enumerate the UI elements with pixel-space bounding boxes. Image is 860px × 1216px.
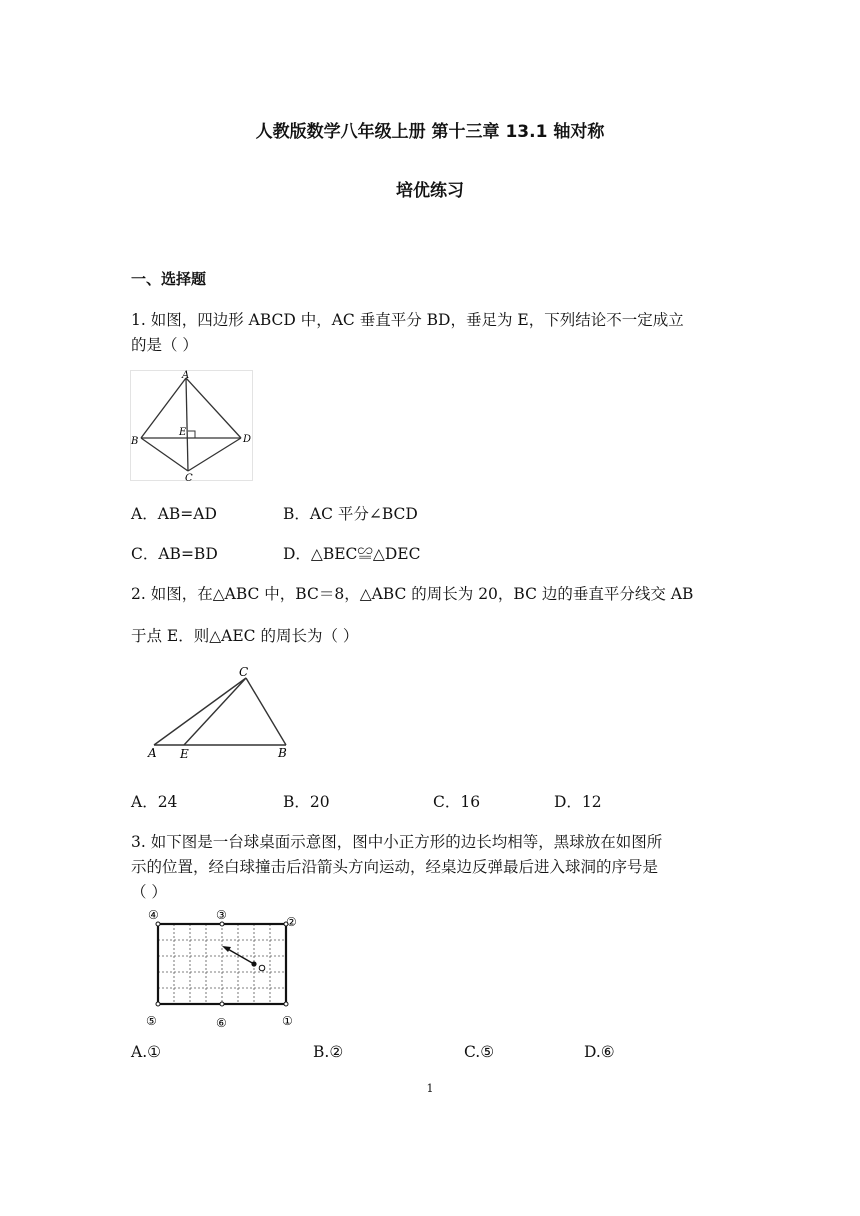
page-number: 1 xyxy=(426,1082,434,1095)
figure-2-label-b: B xyxy=(278,746,287,760)
question-2-line-2: 于点 E．则△AEC 的周长为（ ） xyxy=(131,627,359,645)
question-1-option-a: A．AB=AD xyxy=(131,505,217,523)
page-subtitle: 培优练习 xyxy=(396,181,464,201)
figure-1-label-e: E xyxy=(179,427,187,438)
figure-1-label-c: C xyxy=(185,473,193,482)
question-2-figure xyxy=(140,662,300,762)
question-2-option-b: B．20 xyxy=(283,793,330,811)
figure-1-label-a: A xyxy=(182,370,190,381)
question-3-option-b: B.② xyxy=(313,1043,344,1061)
question-1-figure xyxy=(130,370,254,482)
pocket-label-3: ③ xyxy=(216,908,227,922)
pocket-label-4: ④ xyxy=(148,908,159,922)
question-2-line-1: 2. 如图，在△ABC 中，BC＝8，△ABC 的周长为 20，BC 边的垂直平分线交 AB xyxy=(131,585,694,603)
question-2-option-a: A．24 xyxy=(131,793,178,811)
question-3-option-a: A.① xyxy=(131,1043,162,1061)
pocket-label-2: ② xyxy=(286,915,297,929)
question-1-line-1: 1. 如图，四边形 ABCD 中，AC 垂直平分 BD，垂足为 E，下列结论不一定成立 xyxy=(131,311,684,329)
figure-1-label-d: D xyxy=(243,434,252,445)
question-1-option-d: D．△BEC≌△DEC xyxy=(283,545,421,563)
question-2-option-c: C．16 xyxy=(433,793,481,811)
figure-2-label-c: C xyxy=(239,665,249,679)
question-3-figure xyxy=(142,908,310,1034)
pocket-label-1: ① xyxy=(282,1014,293,1028)
question-3-line-2: 示的位置，经白球撞击后沿箭头方向运动，经桌边反弹最后进入球洞的序号是 xyxy=(131,858,659,876)
question-3-option-c: C.⑤ xyxy=(464,1043,495,1061)
question-2-option-d: D．12 xyxy=(554,793,602,811)
question-3-option-d: D.⑥ xyxy=(584,1043,615,1061)
pocket-label-5: ⑤ xyxy=(146,1014,157,1028)
figure-2-label-e: E xyxy=(180,747,189,761)
section-heading: 一、选择题 xyxy=(131,270,207,288)
question-1-line-2: 的是（ ） xyxy=(131,336,198,354)
question-1-option-b: B．AC 平分∠BCD xyxy=(283,505,418,523)
figure-2-label-a: A xyxy=(148,746,157,760)
question-1-option-c: C．AB=BD xyxy=(131,545,218,563)
page-title: 人教版数学八年级上册 第十三章 13.1 轴对称 xyxy=(255,122,605,142)
figure-1-label-b: B xyxy=(131,436,139,447)
question-3-line-1: 3. 如下图是一台球桌面示意图，图中小正方形的边长均相等，黑球放在如图所 xyxy=(131,833,663,851)
question-3-line-3: （ ） xyxy=(131,883,167,901)
pocket-label-6: ⑥ xyxy=(216,1016,227,1030)
